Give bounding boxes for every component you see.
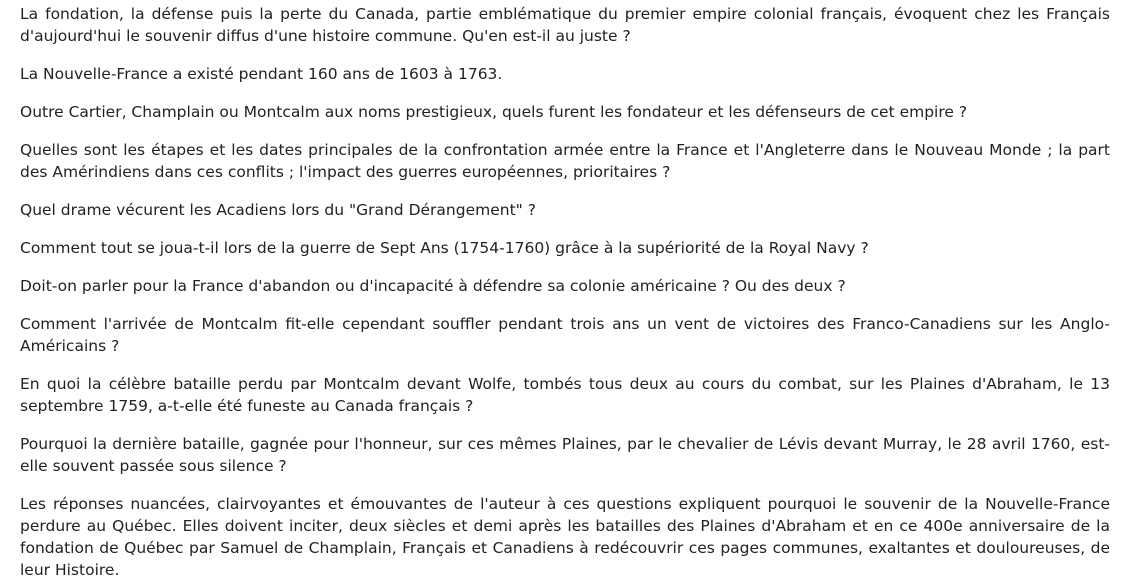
paragraph-seven-years-war-question: Comment tout se joua-t-il lors de la guerre de Sept Ans (1754-1760) grâce à la supériorité de la Royal Navy ? xyxy=(20,239,869,257)
paragraph-abandonment-question: Doit-on parler pour la France d'abandon ou d'incapacité à défendre sa colonie américaine ? Ou des deux ? xyxy=(20,277,846,295)
paragraph-montcalm-question: Comment l'arrivée de Montcalm fit-elle cependant souffler pendant trois ans un vent de victoires des Franco-Canadiens sur les Anglo-Américains ? xyxy=(20,315,1110,355)
paragraph-founders-question: Outre Cartier, Champlain ou Montcalm aux noms prestigieux, quels furent les fondateur et les défenseurs de cet empire ? xyxy=(20,103,968,121)
paragraph-conclusion: Les réponses nuancées, clairvoyantes et émouvantes de l'auteur à ces questions expliquent pourquoi le souvenir de la Nouvelle-France perdure au Québec. Elles doivent inciter, deux siècles et demi après les batailles des Plaines d'Abraham et en ce 400e anniversaire de la fondation de Québec par Samuel de Champlain, Français et Canadiens à redécouvrir ces pages communes, exaltantes et douloureuses, de leur Histoire. xyxy=(20,495,1110,579)
paragraph-confrontation-question: Quelles sont les étapes et les dates principales de la confrontation armée entre la France et l'Angleterre dans le Nouveau Monde ; la part des Amérindiens dans ces conflits ; l'impact des guerres européennes, prioritaires ? xyxy=(20,141,1110,181)
book-description xyxy=(20,3,1110,581)
paragraph-acadians-question: Quel drame vécurent les Acadiens lors du "Grand Dérangement" ? xyxy=(20,201,536,219)
paragraph-intro: La fondation, la défense puis la perte du Canada, partie emblématique du premier empire colonial français, évoquent chez les Français d'aujourd'hui le souvenir diffus d'une histoire commune. Qu'en est-il au juste ? xyxy=(20,5,1110,45)
paragraph-last-battle-question: Pourquoi la dernière bataille, gagnée pour l'honneur, sur ces mêmes Plaines, par le chevalier de Lévis devant Murray, le 28 avril 1760, est-elle souvent passée sous silence ? xyxy=(20,435,1110,475)
paragraph-duration: La Nouvelle-France a existé pendant 160 ans de 1603 à 1763. xyxy=(20,65,503,83)
paragraph-plains-battle-question: En quoi la célèbre bataille perdu par Montcalm devant Wolfe, tombés tous deux au cours du combat, sur les Plaines d'Abraham, le 13 septembre 1759, a-t-elle été funeste au Canada français ? xyxy=(20,375,1110,415)
